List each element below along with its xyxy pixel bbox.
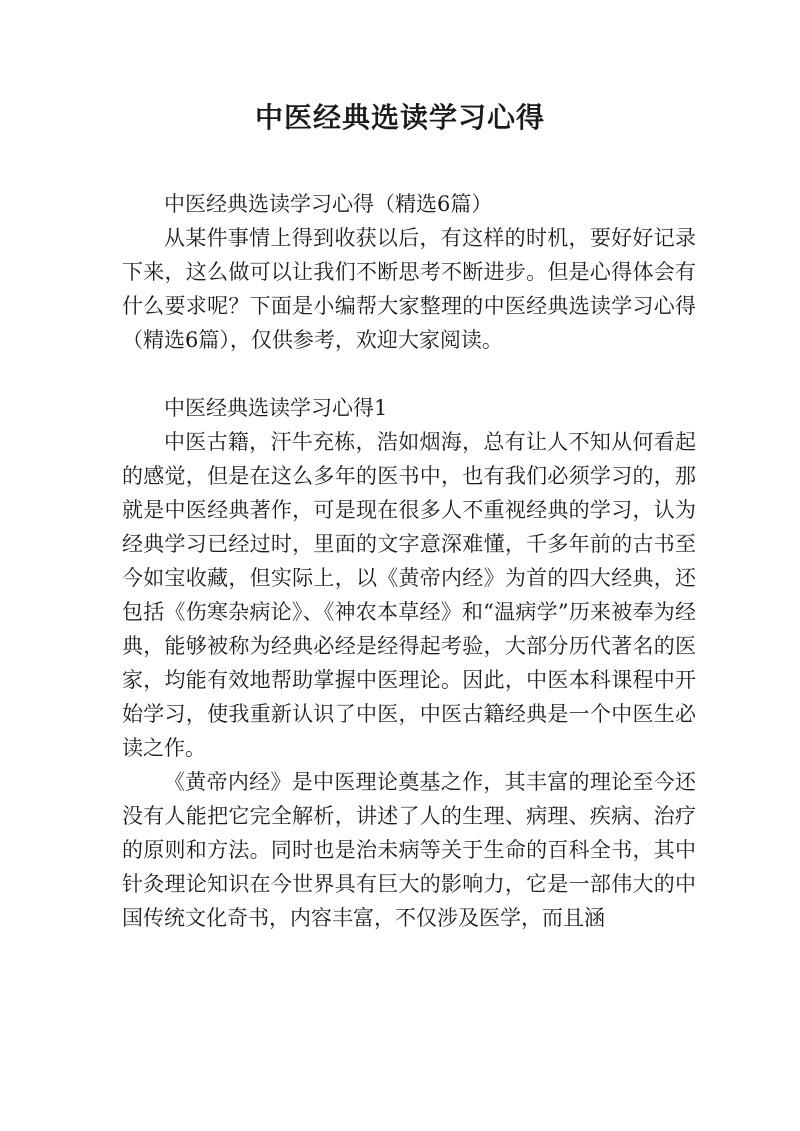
document-body	[122, 187, 696, 935]
body-paragraph: 《黄帝内经》是中医理论奠基之作，其丰富的理论至今还没有人能把它完全解析，讲述了人的生理、病理、疾病、治疗的原则和方法。同时也是治未病等关于生命的百科全书，其中针灸理论知识在今世界具有巨大的影响力，它是一部伟大的中国传统文化奇书，内容丰富，不仅涉及医学，而且涵	[122, 770, 696, 930]
section-heading: 中医经典选读学习心得1	[164, 396, 388, 420]
paragraph-spacer	[122, 357, 696, 391]
intro-paragraph: 从某件事情上得到收获以后，有这样的时机，要好好记录下来，这么做可以让我们不断思考不断进步。但是心得体会有什么要求呢？下面是小编帮大家整理的中医经典选读学习心得（精选6篇），仅供参考，欢迎大家阅读。	[122, 226, 696, 352]
subtitle-paragraph: 中医经典选读学习心得（精选6篇）	[164, 192, 493, 216]
document-title: 中医经典选读学习心得	[254, 101, 545, 134]
body-paragraph: 中医古籍，汗牛充栋，浩如烟海，总有让人不知从何看起的感觉，但是在这么多年的医书中，也有我们必须学习的，那就是中医经典著作，可是现在很多人不重视经典的学习，认为经典学习已经过时，里面的文字意深难懂，千多年前的古书至今如宝收藏，但实际上，以《黄帝内经》为首的四大经典，还包括《伤寒杂病论》、《神农本草经》和“温病学”历来被奉为经典，能够被称为经典必经是经得起考验，大部分历代著名的医家，均能有效地帮助掌握中医理论。因此，中医本科课程中开始学习，使我重新认识了中医，中医古籍经典是一个中医生必读之作。	[122, 430, 696, 760]
